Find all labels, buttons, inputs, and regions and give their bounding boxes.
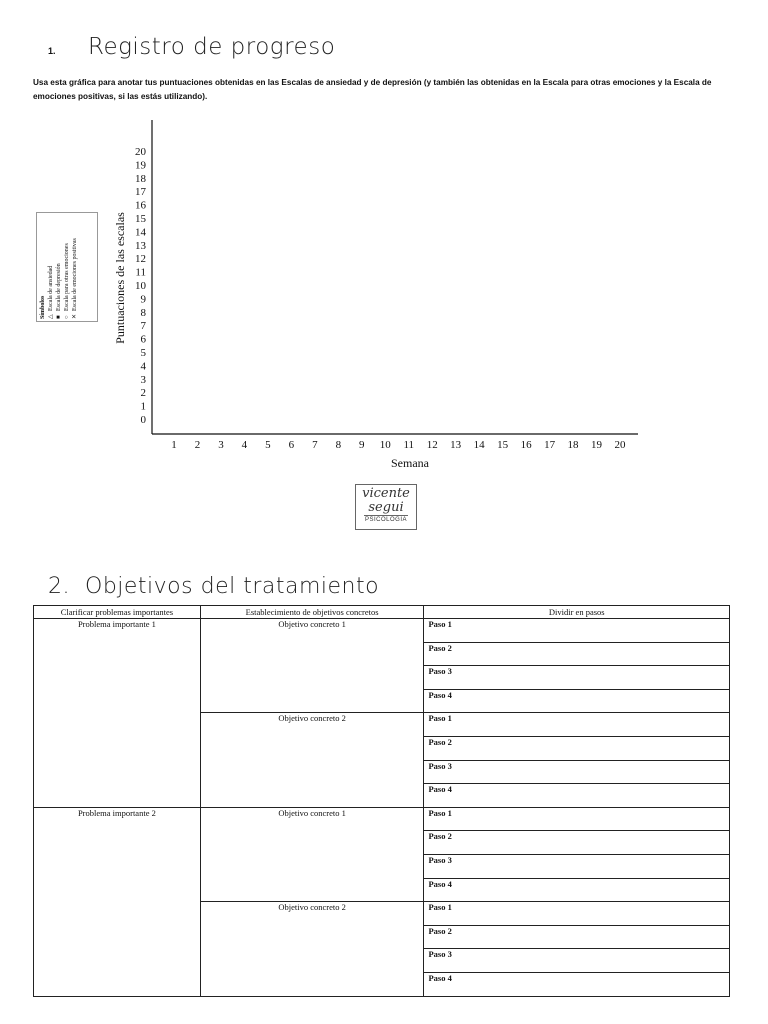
- legend-item-anxiety: [47, 215, 55, 319]
- x-tick-label: 16: [520, 439, 532, 451]
- problem-cell: Problema importante 2: [34, 807, 201, 996]
- y-tick-label: 1: [140, 400, 146, 413]
- table-header-row: [34, 606, 730, 619]
- x-tick-label: 1: [171, 439, 177, 451]
- y-tick-label: 5: [140, 347, 146, 359]
- step-cell[interactable]: Paso 4: [424, 689, 730, 713]
- step-cell[interactable]: Paso 1: [424, 902, 730, 926]
- y-tick-label: 4: [140, 360, 146, 373]
- y-tick-label: 16: [135, 199, 146, 212]
- progress-chart: [100, 110, 660, 480]
- brand-logo: [355, 484, 417, 530]
- x-tick-label: 3: [218, 439, 224, 451]
- x-tick-label: 2: [194, 439, 201, 451]
- objective-cell: Objetivo concreto 2: [200, 713, 424, 807]
- legend-item-positive-emotions: [71, 215, 79, 319]
- intro-text: Usa esta gráfica para anotar tus puntuaciones obtenidas en las Escalas de ansiedad y de depresión (y también las obtenidas en la Escala para otras emociones y la Escala de emociones positivas, si las estás utilizando).: [33, 78, 712, 101]
- step-cell[interactable]: Paso 1: [424, 619, 730, 643]
- logo-line-1: vicente: [362, 486, 410, 501]
- logo-line-2: segui: [368, 500, 404, 515]
- x-tick-label: 20: [614, 439, 626, 451]
- x-tick-label: 8: [335, 439, 342, 451]
- y-tick-label: 10: [135, 280, 146, 292]
- legend-label: Escala de depresión: [56, 263, 62, 311]
- step-cell[interactable]: Paso 4: [424, 972, 730, 996]
- legend-item-other-emotions: [63, 215, 71, 319]
- step-cell[interactable]: Paso 2: [424, 925, 730, 949]
- y-tick-label: 20: [135, 146, 146, 158]
- cross-icon: ✕: [72, 313, 78, 319]
- logo-line-3: PSICOLOGIA: [364, 517, 407, 523]
- y-tick-label: 3: [140, 373, 146, 386]
- x-tick-label: 12: [426, 439, 438, 451]
- y-axis-label: Puntuaciones de las escalas: [113, 212, 127, 344]
- goals-table: [33, 605, 730, 997]
- step-cell[interactable]: Paso 3: [424, 949, 730, 973]
- square-icon: ■: [56, 315, 62, 319]
- y-tick-label: 2: [140, 387, 146, 400]
- step-cell[interactable]: Paso 4: [424, 784, 730, 808]
- header-clarify: Clarificar problemas importantes: [34, 606, 201, 619]
- y-tick-label: 18: [135, 172, 146, 185]
- y-tick-label: 8: [140, 306, 146, 319]
- problem-cell: Problema importante 1: [34, 619, 201, 808]
- x-tick-label: 18: [567, 439, 579, 451]
- objective-cell: Objetivo concreto 1: [200, 619, 424, 713]
- section-title-goals: [48, 574, 379, 599]
- legend-title: Símbolos: [40, 295, 46, 319]
- triangle-icon: △: [48, 314, 54, 319]
- x-tick-label: 11: [403, 439, 415, 451]
- x-tick-label: 6: [288, 439, 295, 451]
- y-tick-label: 15: [135, 213, 146, 225]
- section-number-1: 1.: [48, 46, 56, 56]
- y-tick-label: 0: [140, 414, 146, 426]
- section-number-2: 2.: [48, 574, 70, 599]
- y-tick-label: 14: [135, 226, 146, 239]
- y-tick-label: 12: [135, 253, 146, 266]
- table-row: [34, 807, 730, 831]
- legend-item-depression: [55, 215, 63, 319]
- step-cell[interactable]: Paso 1: [424, 807, 730, 831]
- symbols-legend: [36, 212, 98, 322]
- x-tick-label: 19: [591, 439, 603, 451]
- step-cell[interactable]: Paso 2: [424, 736, 730, 760]
- step-cell[interactable]: Paso 4: [424, 878, 730, 902]
- y-tick-label: 7: [140, 320, 146, 333]
- table-row: [34, 619, 730, 643]
- step-cell[interactable]: Paso 2: [424, 831, 730, 855]
- x-tick-label: 15: [497, 439, 509, 451]
- x-tick-label: 7: [312, 439, 318, 451]
- legend-label: Escala para otras emociones: [64, 243, 70, 311]
- step-cell[interactable]: Paso 3: [424, 854, 730, 878]
- x-tick-label: 9: [359, 439, 365, 451]
- step-cell[interactable]: Paso 1: [424, 713, 730, 737]
- objective-cell: Objetivo concreto 2: [200, 902, 424, 996]
- objective-cell: Objetivo concreto 1: [200, 807, 424, 901]
- legend-label: Escala de emociones positivas: [72, 238, 78, 311]
- y-tick-label: 11: [135, 266, 146, 279]
- step-cell[interactable]: Paso 3: [424, 760, 730, 784]
- x-tick-label: 13: [450, 439, 462, 451]
- y-tick-label: 17: [135, 186, 146, 199]
- section-title-progress: Registro de progreso: [88, 34, 336, 60]
- section-title-text: Objetivos del tratamiento: [85, 574, 380, 599]
- y-tick-label: 13: [135, 239, 146, 252]
- x-tick-label: 14: [473, 439, 485, 451]
- header-objectives: Establecimiento de objetivos concretos: [200, 606, 424, 619]
- circle-icon: ○: [64, 315, 70, 319]
- y-tick-label: 6: [140, 333, 146, 346]
- y-tick-label: 19: [135, 159, 146, 172]
- legend-label: Escala de ansiedad: [48, 265, 54, 311]
- step-cell[interactable]: Paso 2: [424, 642, 730, 666]
- x-tick-label: 4: [241, 439, 248, 451]
- x-tick-label: 17: [544, 439, 556, 451]
- y-tick-label: 9: [140, 293, 146, 306]
- x-axis-label: Semana: [391, 456, 429, 470]
- x-tick-label: 5: [265, 439, 271, 451]
- x-tick-label: 10: [379, 439, 391, 451]
- header-steps: Dividir en pasos: [424, 606, 730, 619]
- step-cell[interactable]: Paso 3: [424, 666, 730, 690]
